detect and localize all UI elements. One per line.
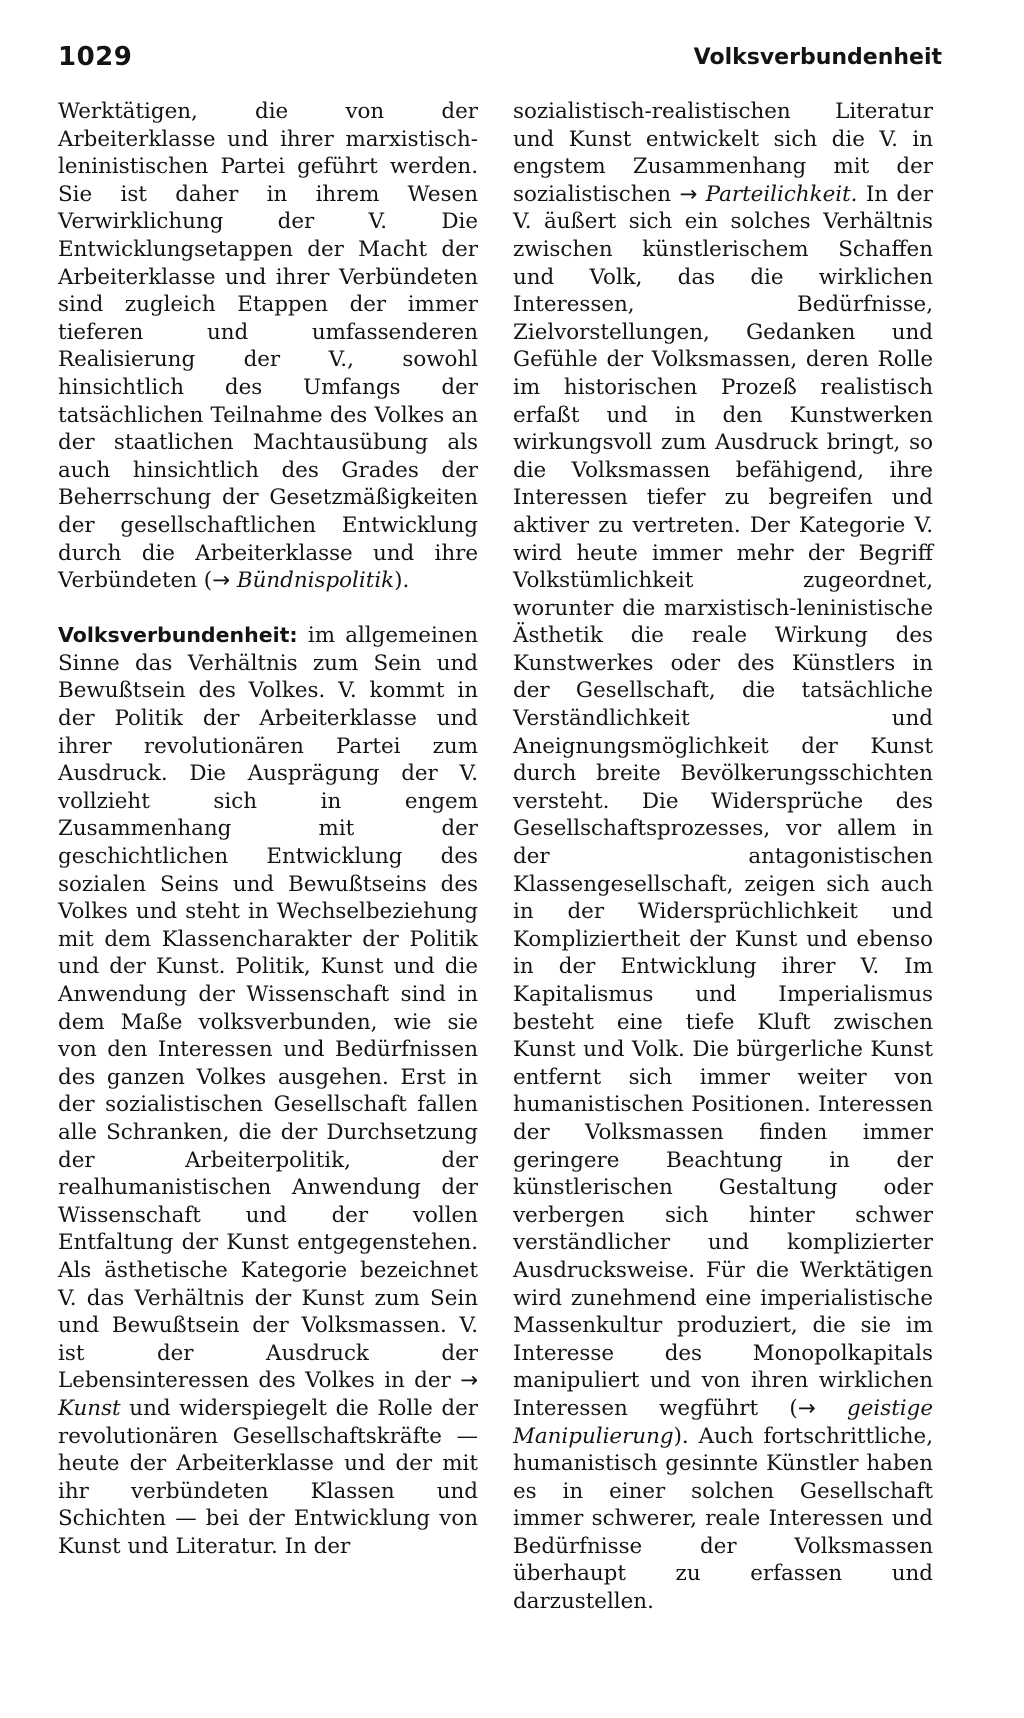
right-column bbox=[513, 98, 933, 1616]
entry-text-part-3: ). Auch fortschrittliche, humanistisch gesinnte Künstler haben es in einer solchen Gesellschaft immer schwerer, reale Interessen und Bedürfnisse der Volksmassen überhaupt zu erfassen und darzustellen. bbox=[513, 1423, 933, 1615]
page-number: 1029 bbox=[58, 42, 133, 72]
cross-reference-geistige-manipulierung: geistige Manipulierung bbox=[513, 1395, 933, 1449]
cross-reference-kunst: Kunst bbox=[58, 1395, 121, 1421]
continuation-end: ). bbox=[394, 568, 410, 594]
cross-reference-buendnispolitik: Bündnispolitik bbox=[236, 568, 395, 594]
entry-continuation bbox=[513, 98, 933, 1616]
continuation-text: Werktätigen, die von der Arbeiterklasse und ihrer marxistisch-leninistischen Partei geführt werden. Sie ist daher in ihrem Wesen Verwirklichung der V. Die Entwicklungsetappen der Macht der Arbeiterklasse und ihrer Verbündeten sind zugleich Etappen der immer tieferen und umfassenderen Realisierung der V., sowohl hinsichtlich des Umfangs der tatsächlichen Teilnahme des Volkes an der staatlichen Machtausübung als auch hinsichtlich des Grades der Beherrschung der Gesetzmäßigkeiten der gesellschaftlichen Entwicklung durch die Arbeiterklasse und ihre Verbündeten ( bbox=[58, 99, 478, 594]
entry-text: im allgemeinen Sinne das Verhältnis zum Sein und Bewußtsein des Volkes. V. kommt in der Politik der Arbeiterklasse und ihrer revolutionären Partei zum Ausdruck. Die Ausprägung der V. vollzieht sich in engem Zusammenhang mit der geschichtlichen Entwicklung des sozialen Seins und Bewußtseins des Volkes und steht in Wechselbeziehung mit dem Klassencharakter der Politik und der Kunst. Politik, Kunst und die Anwendung der Wissenschaft sind in dem Maße volksverbunden, wie sie von den Interessen und Bedürfnissen des ganzen Volkes ausgehen. Erst in der sozialistischen Gesellschaft fallen alle Schranken, die der Durchsetzung der Arbeiterpolitik, der realhumanistischen Anwendung der Wissenschaft und der vollen Entfaltung der Kunst entgegenstehen. Als ästhetische Kategorie bezeichnet V. das Verhältnis der Kunst zum Sein und Bewußtsein der Volksmassen. V. ist der Ausdruck der Lebensinteressen des Volkes in der bbox=[58, 623, 478, 1394]
entry-text-part-2: In der V. äußert sich ein solches Verhältnis zwischen künstlerischem Schaffen und Volk, das die wirklichen Interessen, Bedürfnisse, Zielvorstellungen, Gedanken und Gefühle der Volksmassen, deren Rolle im historischen Prozeß realistisch erfaßt und in den Kunstwerken wirkungsvoll zum Ausdruck bringt, so die Volksmassen befähigend, ihre Interessen tiefer zu begreifen und aktiver zu vertreten. Der Kategorie V. wird heute immer mehr der Begriff Volkstümlichkeit zugeordnet, worunter die marxistisch-leninistische Ästhetik die reale Wirkung des Kunstwerkes oder des Künstlers in der Gesellschaft, die tatsächliche Verständlichkeit und Aneignungsmöglichkeit der Kunst durch breite Bevölkerungsschichten versteht. Die Widersprüche des Gesellschaftsprozesses, vor allem in der antagonistischen Klassengesellschaft, zeigen sich auch in der Widersprüchlichkeit und Kompliziertheit der Kunst und ebenso in der Entwicklung ihrer V. Im Kapitalismus und Imperialismus besteht eine tiefe Kluft zwischen Kunst und Volk. Die bürgerliche Kunst entfernt sich immer weiter von humanistischen Positionen. Interessen der Volksmassen finden immer geringere Beachtung in der künstlerischen Gestaltung oder verbergen sich hinter schwer verständlicher und komplizierter Ausdrucksweise. Für die Werktätigen wird zunehmend eine imperialistische Massenkultur produziert, die sie im Interesse des Monopolkapitals manipuliert und von ihren wirklichen Interessen wegführt ( bbox=[513, 181, 933, 1421]
cross-reference-arrow: → bbox=[797, 1395, 816, 1421]
cross-reference-arrow: → bbox=[212, 568, 231, 594]
cross-reference-parteilichkeit: Parteilichkeit. bbox=[705, 181, 858, 207]
entry-headword: Volksverbundenheit: bbox=[58, 623, 298, 648]
entry-text-continued: und widerspiegelt die Rolle der revolutionären Gesellschaftskräfte — heute der Arbeiterklasse und der mit ihr verbündeten Klassen und Schichten — bei der Entwicklung von Kunst und Literatur. In der bbox=[58, 1395, 478, 1559]
previous-entry-continuation bbox=[58, 98, 478, 595]
left-column bbox=[58, 98, 478, 1560]
entry-text-part-1: sozialistisch-realistischen Literatur und Kunst entwickelt sich die V. in engstem Zusammenhang mit der sozialistischen bbox=[513, 99, 933, 207]
cross-reference-arrow: → bbox=[460, 1368, 478, 1394]
running-head: Volksverbundenheit bbox=[693, 45, 942, 70]
dictionary-entry bbox=[58, 622, 478, 1560]
cross-reference-arrow: → bbox=[679, 181, 698, 207]
